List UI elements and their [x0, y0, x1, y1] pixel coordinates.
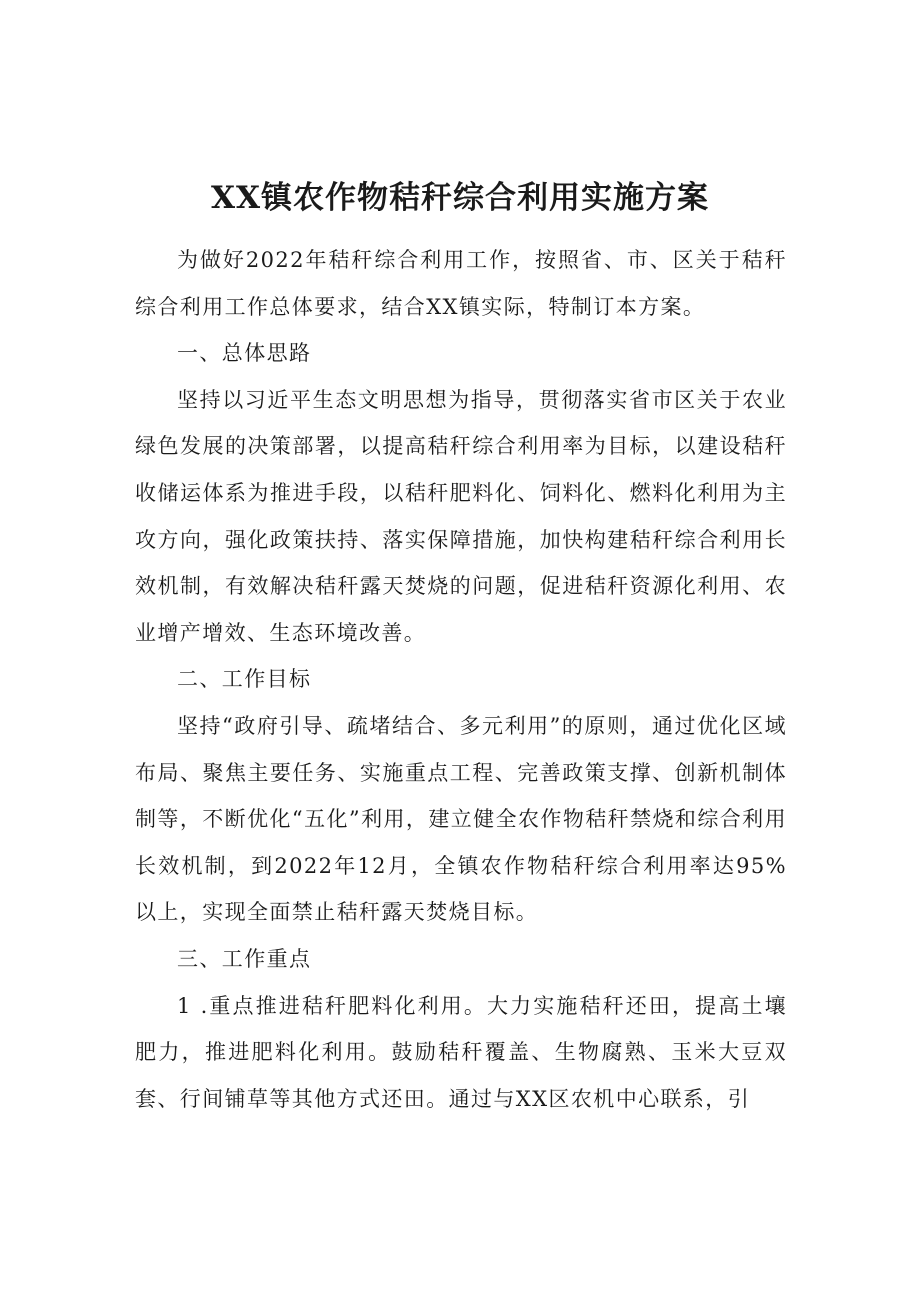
section-heading-work-focus: 三、工作重点: [177, 946, 312, 971]
overall-approach-paragraph: 坚持以习近平生态文明思想为指导，贯彻落实省市区关于农业绿色发展的决策部署，以提高秸秆综合利用率为目标，以建设秸秆收储运体系为推进手段，以秸秆肥料化、饲料化、燃料化利用为主攻方向，强化政策扶持、落实保障措施，加快构建秸秆综合利用长效机制，有效解决秸秆露天焚烧的问题，促进秸秆资源化利用、农业增产增效、生态环境改善。: [135, 387, 787, 645]
intro-paragraph: 为做好2022年秸秆综合利用工作，按照省、市、区关于秸秆综合利用工作总体要求，结合XX镇实际，特制订本方案。: [135, 248, 787, 319]
section-heading-work-goals: 二、工作目标: [177, 667, 312, 692]
document-title: XX镇农作物秸秆综合利用实施方案: [210, 180, 710, 216]
work-focus-item-1-paragraph: 1 .重点推进秸秆肥料化利用。大力实施秸秆还田，提高土壤肥力，推进肥料化利用。鼓励秸秆覆盖、生物腐熟、玉米大豆双套、行间铺草等其他方式还田。通过与XX区农机中心联系，引: [135, 993, 787, 1111]
work-goals-paragraph: 坚持“政府引导、疏堵结合、多元利用”的原则，通过优化区域布局、聚焦主要任务、实施重点工程、完善政策支撑、创新机制体制等，不断优化“五化”利用，建立健全农作物秸秆禁烧和综合利用长效机制，到2022年12月，全镇农作物秸秆综合利用率达95%以上，实现全面禁止秸秆露天焚烧目标。: [135, 713, 787, 925]
section-heading-overall-approach: 一、总体思路: [177, 341, 312, 366]
document-body: [135, 237, 787, 1122]
